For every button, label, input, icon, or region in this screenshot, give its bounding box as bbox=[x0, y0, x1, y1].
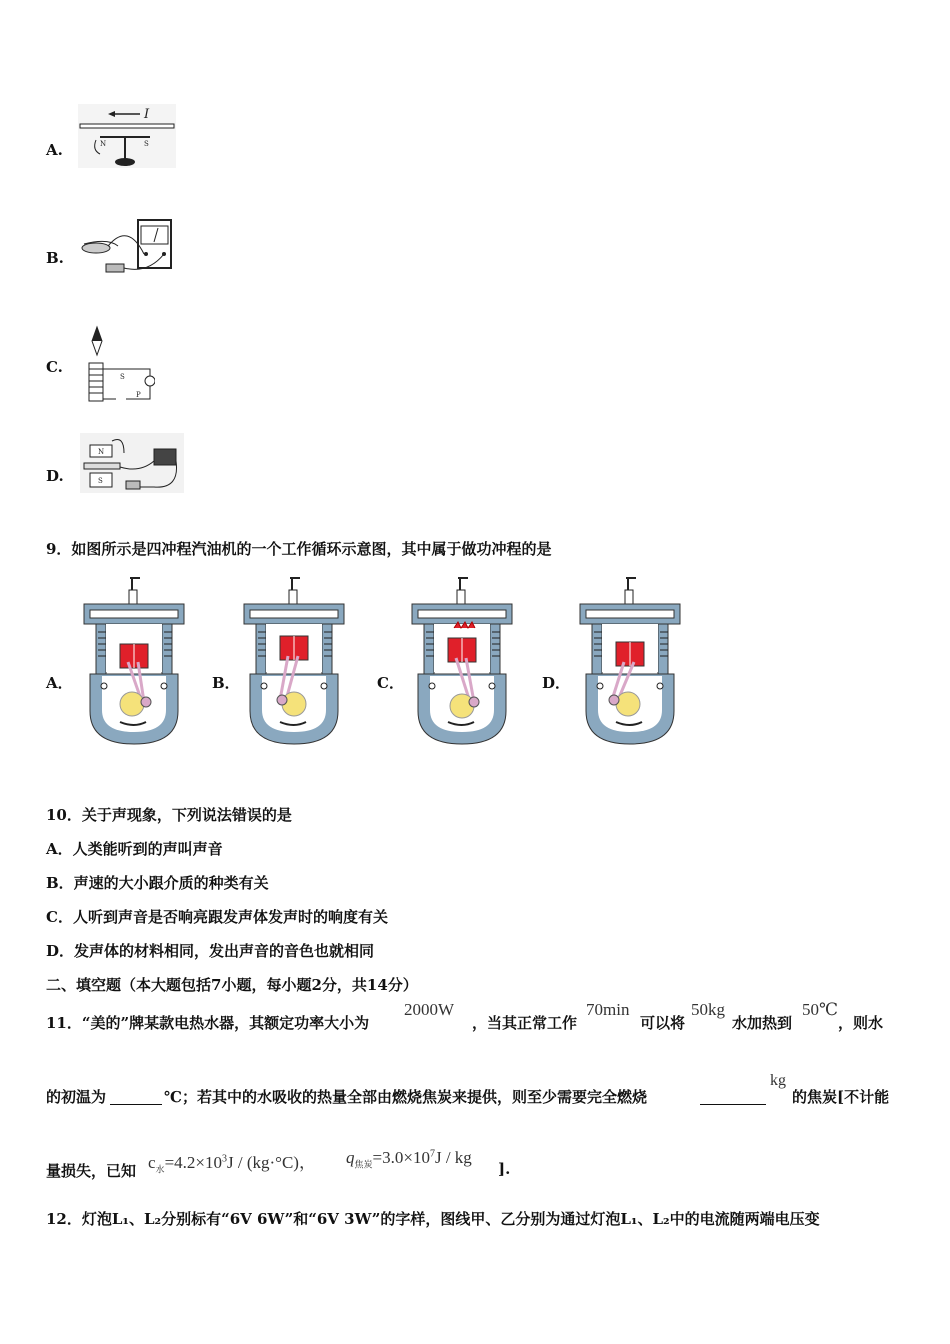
svg-text:P: P bbox=[136, 391, 141, 399]
question-9-stem: 9．如图所示是四冲程汽油机的一个工作循环示意图，其中属于做功冲程的是 bbox=[46, 540, 552, 558]
q9-option-d-label: D． bbox=[542, 674, 571, 692]
q9-option-b-label: B． bbox=[212, 674, 240, 692]
engine-diagram-b bbox=[242, 576, 348, 748]
question-10-stem: 10．关于声现象，下列说法错误的是 bbox=[46, 806, 292, 824]
kg-unit: kg bbox=[770, 1072, 786, 1089]
section-2-heading: 二、填空题（本大题包括7小题，每小题2分，共14分） bbox=[46, 976, 418, 994]
q9-option-a-label: A． bbox=[46, 674, 73, 692]
svg-text:S: S bbox=[144, 140, 149, 148]
figure-8b-galvanometer bbox=[78, 218, 173, 276]
coke-mass-blank[interactable] bbox=[700, 1088, 766, 1105]
q10-option-a: A．人类能听到的声叫声音 bbox=[46, 840, 223, 858]
q10-option-d: D．发声体的材料相同，发出声音的音色也就相同 bbox=[46, 942, 375, 960]
figure-8a-current-compass bbox=[78, 104, 176, 168]
initial-temp-blank[interactable] bbox=[110, 1088, 162, 1105]
option-c-label: C. bbox=[46, 358, 63, 376]
question-11-line-2: 的初温为 ℃；若其中的水吸收的热量全部由燃烧焦炭来提供，则至少需要完全燃烧 kg 的焦炭[不计能 bbox=[46, 1072, 890, 1106]
figure-8c-solenoid bbox=[80, 325, 155, 405]
specific-heat-formula: $c_水=4.2\times 10^3J / (kg\cdot^\circ C)$， bbox=[148, 1153, 316, 1175]
engine-diagram-a bbox=[82, 576, 188, 748]
mass-value: 50kg bbox=[691, 1000, 725, 1019]
svg-text:N: N bbox=[100, 140, 107, 148]
question-11-line-3: 量损失，已知 $c_水=4.2\times 10^3J / (kg\cdot^\circ C)$， $q_{焦炭}=3.0\times 10^7J$ / kg ]. bbox=[46, 1148, 511, 1180]
question-11-line-1: 11．“美的”牌某款电热水器，其额定功率大小为 2000W ，当其正常工作 70min 可以将 50kg 水加热到 50℃ ，则水 bbox=[46, 1000, 884, 1032]
temperature-value: 50℃ bbox=[802, 1000, 839, 1019]
q10-option-c: C．人听到声音是否响亮跟发声体发声时的响度有关 bbox=[46, 908, 388, 926]
figure-8d-motor bbox=[80, 433, 184, 493]
current-i-label: I bbox=[144, 107, 150, 122]
q10-option-b: B．声速的大小跟介质的种类有关 bbox=[46, 874, 269, 892]
engine-diagram-c bbox=[410, 576, 516, 748]
engine-diagram-d bbox=[578, 576, 684, 748]
q9-option-c-label: C． bbox=[377, 674, 404, 692]
option-b-label: B. bbox=[46, 249, 64, 267]
question-12-stem: 12．灯泡L₁、L₂分别标有“6V 6W”和“6V 3W”的字样，图线甲、乙分别为通过灯泡L₁、L₂中的电流随两端电压变 bbox=[46, 1210, 820, 1228]
power-value: 2000W bbox=[404, 1000, 455, 1019]
svg-text:N: N bbox=[98, 448, 105, 456]
svg-text:S: S bbox=[98, 477, 103, 485]
time-value: 70min bbox=[586, 1000, 630, 1019]
option-a-label: A. bbox=[46, 141, 63, 159]
heat-value-formula: $q_{焦炭}=3.0\times 10^7J$ / kg bbox=[346, 1148, 472, 1170]
option-d-label: D. bbox=[46, 467, 64, 485]
svg-text:S: S bbox=[120, 373, 125, 381]
